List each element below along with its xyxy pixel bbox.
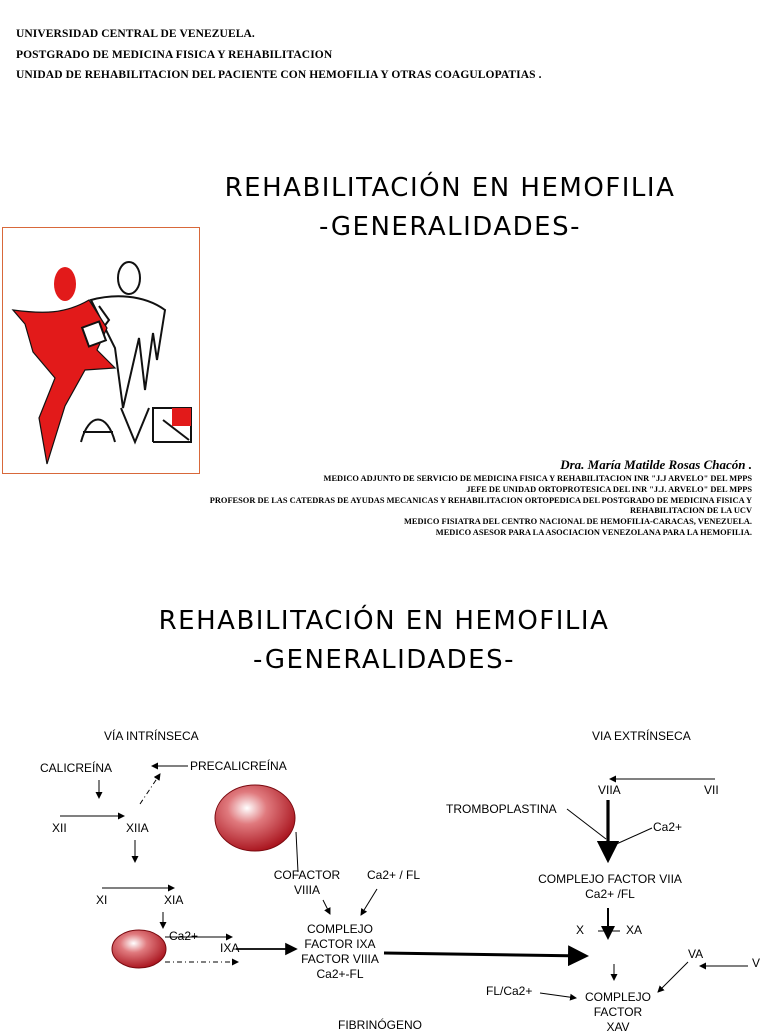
label-via-extrinseca: VIA EXTRÍNSECA: [592, 729, 691, 743]
label-complejo-ixa: [282, 922, 398, 982]
credential-line: MEDICO ASESOR PARA LA ASOCIACION VENEZOLANA PARA LA HEMOFILIA.: [435, 527, 752, 537]
label-x: X: [576, 923, 585, 937]
credential-line: REHABILITACION DE LA UCV: [630, 506, 752, 516]
slide2-title-line1: REHABILITACIÓN EN HEMOFILIA: [158, 606, 610, 636]
credential-line: PROFESOR DE LAS CATEDRAS DE AYUDAS MECANICAS Y REHABILITACION ORTOPEDICA DEL POSTGRADO DE MEDICINA FISICA Y: [209, 495, 752, 505]
label-xia: XIA: [164, 893, 184, 907]
slide1-title-line1: REHABILITACIÓN EN HEMOFILIA: [224, 173, 676, 203]
credential-line: MEDICO ADJUNTO DE SERVICIO DE MEDICINA FISICA Y REHABILITACION INR "J.J ARVELO" DEL MPPS: [323, 474, 752, 483]
header-university: UNIVERSIDAD CENTRAL DE VENEZUELA.: [16, 28, 255, 40]
label-complejo-viia: [520, 872, 700, 902]
complejo-ixa-line: Ca2+-FL: [316, 967, 364, 981]
label-ixa: IXA: [220, 941, 240, 955]
complejo-ixa-line: FACTOR IXA: [304, 937, 376, 951]
label-via-intrinseca: VÍA INTRÍNSECA: [104, 729, 199, 743]
header-postgrado: POSTGRADO DE MEDICINA FISICA Y REHABILITACION: [16, 49, 333, 61]
label-cofactor: [262, 868, 352, 898]
logo: [2, 227, 200, 474]
complejo-ixa-line: FACTOR VIIIA: [301, 952, 379, 966]
header-unidad: UNIDAD DE REHABILITACION DEL PACIENTE CON HEMOFILIA Y OTRAS COAGULOPATIAS .: [16, 69, 542, 81]
label-v: V: [752, 956, 761, 970]
complejo-viia-line2: Ca2+ /FL: [585, 887, 635, 901]
credential-line: JEFE DE UNIDAD ORTOPROTESICA DEL INR "J.J. ARVELO" DEL MPPS: [466, 484, 752, 494]
label-fibrinogeno: FIBRINÓGENO: [338, 1018, 423, 1032]
label-fl-ca2: FL/Ca2+: [486, 984, 533, 998]
complejo-xa-line3: XAV: [606, 1020, 630, 1034]
slide1-title-line2: -GENERALIDADES-: [319, 212, 581, 242]
label-tromboplastina: TROMBOPLASTINA: [446, 802, 557, 816]
label-ca2-right: Ca2+: [653, 820, 683, 834]
hemophilia-logo-icon: [3, 228, 199, 473]
complejo-viia-line1: COMPLEJO FACTOR VIIA: [538, 872, 682, 886]
complejo-ixa-line: COMPLEJO: [306, 922, 373, 936]
cofactor-line2: VIIIA: [293, 883, 320, 897]
label-va: VA: [688, 947, 704, 961]
label-xii: XII: [52, 821, 67, 835]
label-xa: XA: [626, 923, 643, 937]
label-precalicreina: PRECALICREÍNA: [190, 759, 287, 773]
author-name: Dra. María Matilde Rosas Chacón .: [560, 457, 752, 472]
label-xi: XI: [96, 893, 108, 907]
label-complejo-xa: [572, 990, 664, 1035]
label-ca2-fl: Ca2+ / FL: [367, 868, 421, 882]
slide2-title-line2: -GENERALIDADES-: [253, 645, 515, 675]
author-credentials: [92, 474, 752, 539]
label-calicreina: CALICREÍNA: [40, 761, 113, 775]
label-viia: VIIA: [598, 783, 621, 797]
complejo-xa-line2: FACTOR: [593, 1005, 643, 1019]
cofactor-line1: COFACTOR: [273, 868, 341, 882]
credential-line: MEDICO FISIATRA DEL CENTRO NACIONAL DE HEMOFILIA-CARACAS, VENEZUELA.: [404, 517, 752, 527]
label-xiia: XIIA: [126, 821, 149, 835]
label-ca2-left: Ca2+: [169, 929, 199, 943]
label-vii: VII: [704, 783, 719, 797]
complejo-xa-line1: COMPLEJO: [584, 990, 651, 1004]
